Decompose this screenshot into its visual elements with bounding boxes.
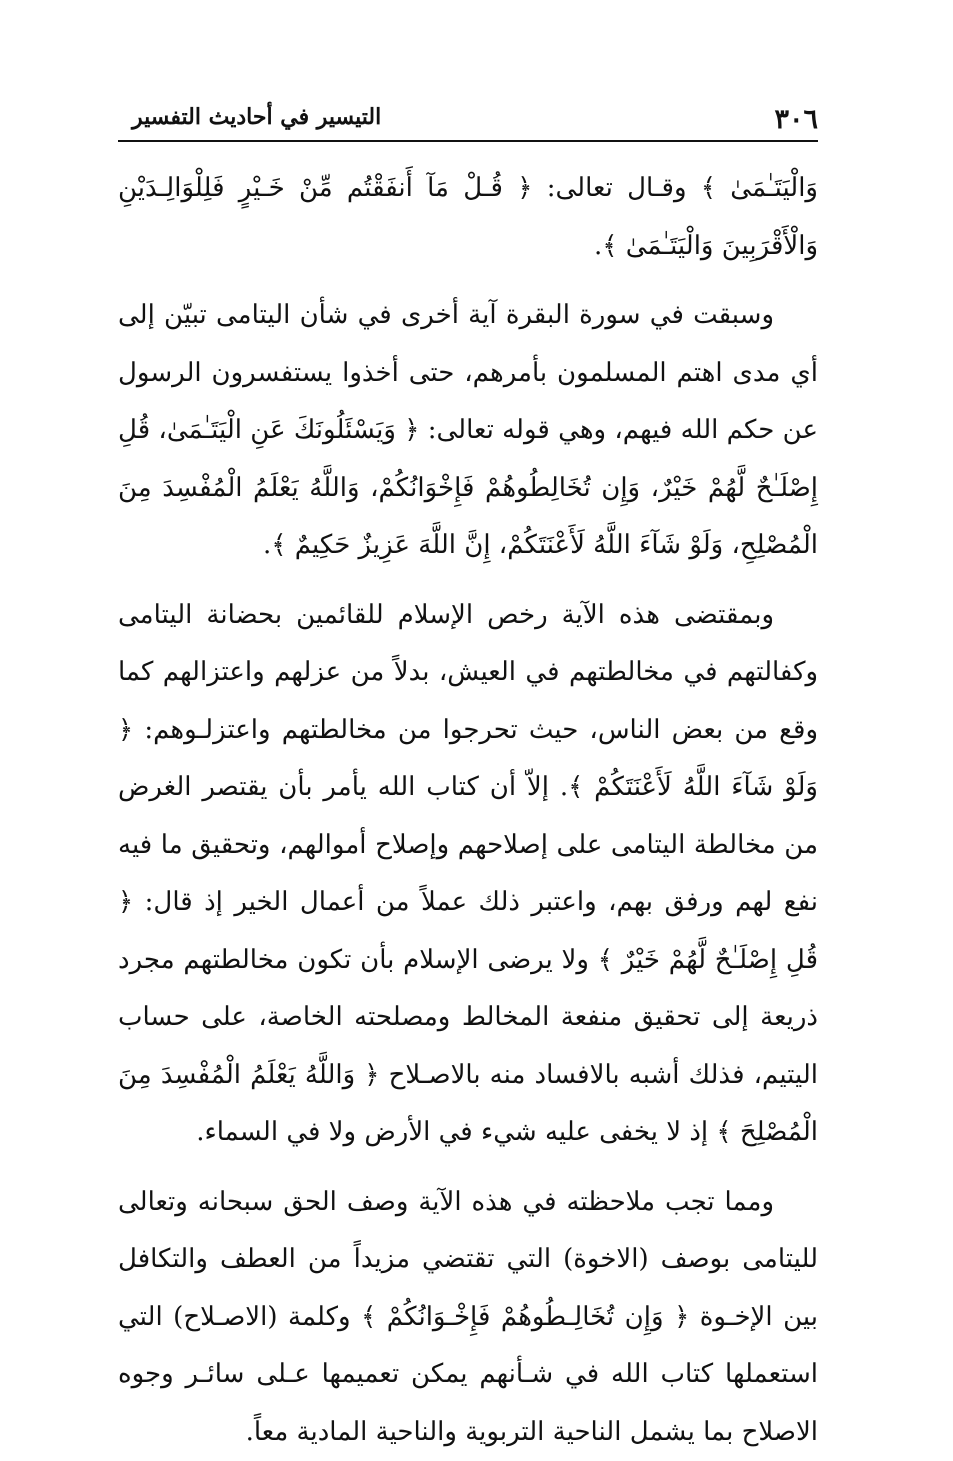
paragraph-1: وَالْيَتَـٰمَىٰ ﴾ وقـال تعالى: ﴿ قُـلْ مَآ أَنفَقْتُم مِّنْ خَـيْرٍ فَلِلْوَالِـدَيْنِ وَالْأَقْرَبِينَ وَالْيَتَـٰمَىٰ ﴾. [118,160,818,275]
running-title: التيسير في أحاديث التفسير [132,104,381,130]
paragraph-4: ومما تجب ملاحظته في هذه الآية وصف الحق سبحانه وتعالى لليتامى بوصف (الاخوة) التي تقتضي مزيداً من العطف والتكافل بين الإخـوة ﴿ وَإِن تُخَالِـطُوهُمْ فَإِخْـوَانُكُمْ ﴾ وكلمة (الاصـلاح) التي استعملها كتاب الله في شـأنهم يمكن تعميمها عـلى سائـر وجوه الاصلاح بما يشمل الناحية التربوية والناحية المادية معاً. [118,1174,818,1461]
paragraph-2: وسبقت في سورة البقرة آية أخرى في شأن اليتامى تبيّن إلى أي مدى اهتم المسلمون بأمرهم، حتى أخذوا يستفسرون الرسول عن حكم الله فيهم، وهي قوله تعالى: ﴿ وَيَسْئَلُونَكَ عَنِ الْيَتَـٰمَىٰ، قُلِ إِصْلَـٰحٌ لَّهُمْ خَيْرٌ، وَإِن تُخَالِطُوهُمْ فَإِخْوَانُكُمْ، وَاللَّهُ يَعْلَمُ الْمُفْسِدَ مِنَ الْمُصْلِحِ، وَلَوْ شَآءَ اللَّهُ لَأَعْنَتَكُمْ، إِنَّ اللَّهَ عَزِيزٌ حَكِيمٌ ﴾. [118,287,818,575]
page-header [118,98,818,140]
header-divider [118,140,818,142]
page-number: ٣٠٦ [774,104,818,135]
paragraph-3: وبمقتضى هذه الآية رخص الإسلام للقائمين بحضانة اليتامى وكفالتهم في مخالطتهم في العيش، بدلاً من عزلهم واعتزالهم كما وقع من بعض الناس، حيث تحرجوا من مخالطتهم واعتزلـوهم: ﴿ وَلَوْ شَآءَ اللَّهُ لَأَعْنَتَكُمْ ﴾. إلاّ أن كتاب الله يأمر بأن يقتصر الغرض من مخالطة اليتامى على إصلاحهم وإصلاح أموالهم، وتحقيق ما فيه نفع لهم ورفق بهم، واعتبر ذلك عملاً من أعمال الخير إذ قال: ﴿ قُلِ إِصْلَـٰحٌ لَّهُمْ خَيْرٌ ﴾ ولا يرضى الإسلام بأن تكون مخالطتهم مجرد ذريعة إلى تحقيق منفعة المخالط ومصلحته الخاصة، على حساب اليتيم، فذلك أشبه بالافساد منه بالاصـلاح ﴿ وَاللَّهُ يَعْلَمُ الْمُفْسِدَ مِنَ الْمُصْلِحَ ﴾ إذ لا يخفى عليه شيء في الأرض ولا في السماء. [118,587,818,1162]
page-body [118,160,818,1461]
